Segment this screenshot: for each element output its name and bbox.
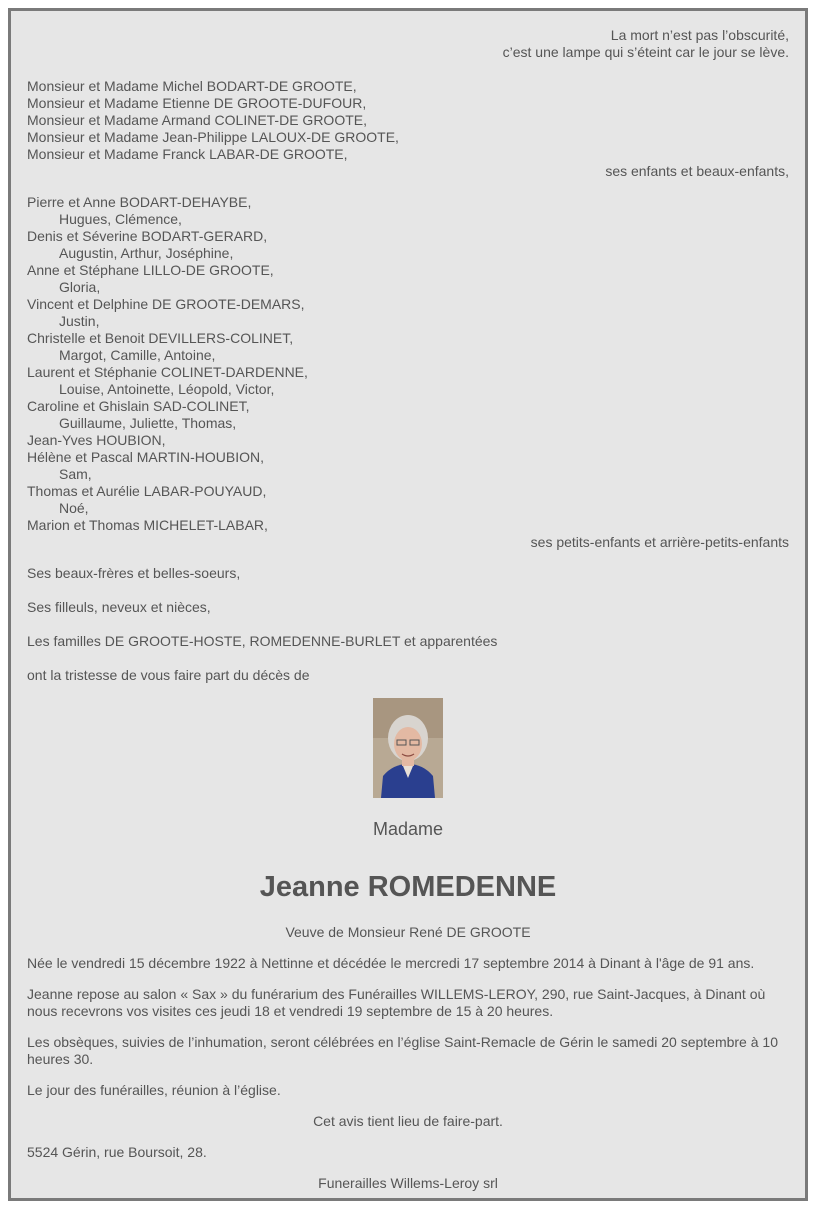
quote [27, 27, 789, 61]
children-item: Monsieur et Madame Michel BODART-DE GROOTE, [27, 78, 357, 94]
funeral-paragraph: Les obsèques, suivies de l’inhumation, seront célébrées en l’église Saint-Remacle de Gérin le samedi 20 septembre à 10 heures 30. [27, 1034, 778, 1067]
inlaws-line: Ses beaux-frères et belles-soeurs, [27, 565, 241, 581]
grandchildren-item: Vincent et Delphine DE GROOTE-DEMARS, [27, 296, 305, 312]
children-item: Monsieur et Madame Jean-Philippe LALOUX-DE GROOTE, [27, 129, 399, 145]
obituary-content [27, 27, 789, 1192]
grandchildren-item: Jean-Yves HOUBION, [27, 432, 166, 448]
portrait-wrap [27, 698, 789, 798]
godchildren-line: Ses filleuls, neveux et nièces, [27, 599, 211, 615]
grandchildren-item: Louise, Antoinette, Léopold, Victor, [59, 381, 275, 397]
grandchildren-item: Thomas et Aurélie LABAR-POUYAUD, [27, 483, 267, 499]
grandchildren-item: Marion et Thomas MICHELET-LABAR, [27, 517, 268, 533]
grandchildren-item: Christelle et Benoit DEVILLERS-COLINET, [27, 330, 294, 346]
visitation-paragraph: Jeanne repose au salon « Sax » du funérarium des Funérailles WILLEMS-LEROY, 290, rue Saint-Jacques, à Dinant où nous recevrons vos visites ces jeudi 18 et vendredi 19 septembre de 15 à 20 heures. [27, 986, 766, 1019]
families-line: Les familles DE GROOTE-HOSTE, ROMEDENNE-BURLET et apparentées [27, 633, 498, 649]
grandchildren-item: Sam, [59, 466, 92, 482]
deceased-honorific: Madame [372, 819, 444, 839]
grandchildren-list [27, 194, 789, 551]
children-item: Monsieur et Madame Franck LABAR-DE GROOTE, [27, 146, 348, 162]
birth-death-paragraph: Née le vendredi 15 décembre 1922 à Nettinne et décédée le mercredi 17 septembre 2014 à Dinant à l'âge de 91 ans. [27, 955, 755, 971]
grandchildren-item: Justin, [59, 313, 100, 329]
funeral-home-line: Funerailles Willems-Leroy srl [318, 1175, 498, 1191]
portrait-photo [373, 698, 443, 798]
children-item: Monsieur et Madame Etienne DE GROOTE-DUFOUR, [27, 95, 367, 111]
quote-line-1: La mort n’est pas l’obscurité, [610, 27, 789, 43]
grandchildren-caption: ses petits-enfants et arrière-petits-enfants [530, 534, 789, 550]
meeting-paragraph: Le jour des funérailles, réunion à l’église. [27, 1082, 281, 1098]
children-item: Monsieur et Madame Armand COLINET-DE GROOTE, [27, 112, 367, 128]
widow-line: Veuve de Monsieur René DE GROOTE [285, 924, 531, 940]
quote-line-2: c’est une lampe qui s’éteint car le jour se lève. [502, 44, 789, 60]
grandchildren-item: Pierre et Anne BODART-DEHAYBE, [27, 194, 252, 210]
grandchildren-item: Guillaume, Juliette, Thomas, [59, 415, 237, 431]
grandchildren-item: Hugues, Clémence, [59, 211, 182, 227]
obituary-frame [8, 8, 808, 1201]
address-line: 5524 Gérin, rue Boursoit, 28. [27, 1144, 207, 1160]
announcement-line: ont la tristesse de vous faire part du décès de [27, 667, 310, 683]
deceased-name: Jeanne ROMEDENNE [259, 871, 557, 903]
grandchildren-item: Noé, [59, 500, 89, 516]
grandchildren-item: Gloria, [59, 279, 101, 295]
children-list [27, 78, 789, 180]
grandchildren-item: Augustin, Arthur, Joséphine, [59, 245, 234, 261]
grandchildren-item: Caroline et Ghislain SAD-COLINET, [27, 398, 250, 414]
grandchildren-item: Denis et Séverine BODART-GERARD, [27, 228, 268, 244]
children-caption: ses enfants et beaux-enfants, [605, 163, 789, 179]
grandchildren-item: Laurent et Stéphanie COLINET-DARDENNE, [27, 364, 308, 380]
grandchildren-item: Margot, Camille, Antoine, [59, 347, 216, 363]
grandchildren-item: Anne et Stéphane LILLO-DE GROOTE, [27, 262, 274, 278]
notice-line: Cet avis tient lieu de faire-part. [313, 1113, 503, 1129]
grandchildren-items [27, 194, 789, 534]
grandchildren-item: Hélène et Pascal MARTIN-HOUBION, [27, 449, 265, 465]
